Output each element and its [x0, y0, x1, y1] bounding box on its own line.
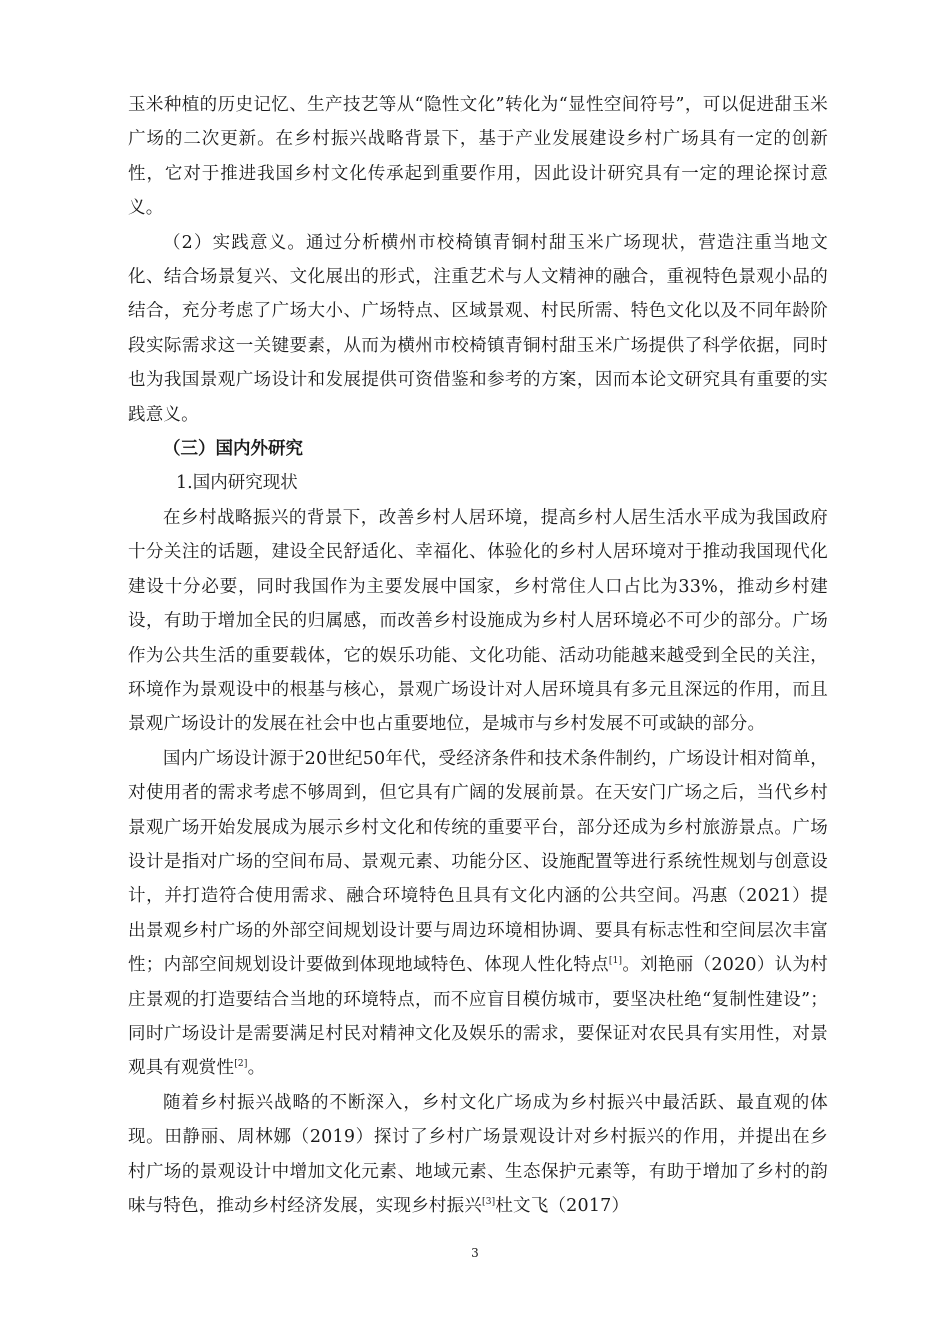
subheading-domestic-research-status: 1.国内研究现状: [176, 473, 298, 494]
paragraph-text: 。: [247, 1058, 266, 1079]
paragraph-practical-significance: （2）实践意义。通过分析横州市校椅镇青铜村甜玉米广场现状，营造注重当地文化、结合场景复兴、文化展出的形式，注重艺术与人文精神的融合，重视特色景观小品的结合，充分考虑了广场大小、广场特点、区域景观、村民所需、特色文化以及不同年龄阶段实际需求这一关键要素，从而为横州市校椅镇青铜村甜玉米广场提供了科学依据，同时也为我国景观广场设计和发展提供可资借鉴和参考的方案，因而本论文研究具有重要的实践意义。: [128, 232, 828, 425]
page-number: 3: [471, 1246, 479, 1260]
paragraph-text: 。刘艳丽（2020）认为村庄景观的打造要结合当地的环境特点，而不应盲目模仿城市，要坚决杜绝“复制性建设”；同时广场设计是需要满足村民对精神文化及娱乐的需求，要保证对农民具有实用性，对景观具有观赏性: [128, 955, 828, 1079]
paragraph-rural-revitalization-background: 在乡村战略振兴的背景下，改善乡村人居环境，提高乡村人居生活水平成为我国政府十分关注的话题，建设全民舒适化、幸福化、体验化的乡村人居环境对于推动我国现代化建设十分必要，同时我国作为主要发展中国家，乡村常住人口占比为33%，推动乡村建设，有助于增加全民的归属感，而改善乡村设施成为乡村人居环境必不可少的部分。广场作为公共生活的重要载体，它的娱乐功能、文化功能、活动功能越来越受到全民的关注，环境作为景观设中的根基与核心，景观广场设计对人居环境具有多元且深远的作用，而且景观广场设计的发展在社会中也占重要地位，是城市与乡村发展不可或缺的部分。: [128, 507, 828, 735]
page-body: [128, 88, 828, 1223]
section-heading-domestic-foreign-research: （三）国内外研究: [163, 439, 303, 460]
paragraph-rural-culture-plaza: [128, 1086, 828, 1224]
citation-ref-1: [1]: [608, 956, 623, 967]
paragraph-text: 杜文飞（2017）: [495, 1196, 630, 1216]
paragraph-domestic-plaza-design: [128, 742, 828, 1086]
paragraph-text: 国内广场设计源于20世纪50年代，受经济条件和技术条件制约，广场设计相对简单，对使用者的需求考虑不够周到，但它具有广阔的发展前景。在天安门广场之后，当代乡村景观广场开始发展成为展示乡村文化和传统的重要平台，部分还成为乡村旅游景点。广场设计是指对广场的空间布局、景观元素、功能分区、设施配置等进行系统性规划与创意设计，并打造符合使用需求、融合环境特色且具有文化内涵的公共空间。冯惠（2021）提出景观乡村广场的外部空间规划设计要与周边环境相协调、要具有标志性和空间层次丰富性；内部空间规划设计要做到体现地域特色、体现人性化特点: [128, 748, 828, 976]
citation-ref-3: [3]: [482, 1197, 496, 1208]
paragraph-theory-significance-end: 玉米种植的历史记忆、生产技艺等从“隐性文化”转化为“显性空间符号”，可以促进甜玉米广场的二次更新。在乡村振兴战略背景下，基于产业发展建设乡村广场具有一定的创新性，它对于推进我国乡村文化传承起到重要作用，因此设计研究具有一定的理论探讨意义。: [128, 95, 828, 219]
paragraph-text: 随着乡村振兴战略的不断深入，乡村文化广场成为乡村振兴中最活跃、最直观的体现。田静丽、周林娜（2019）探讨了乡村广场景观设计对乡村振兴的作用，并提出在乡村广场的景观设计中增加文化元素、地域元素、生态保护元素等，有助于增加了乡村的韵味与特色，推动乡村经济发展，实现乡村振兴: [128, 1092, 828, 1216]
citation-ref-2: [2]: [234, 1059, 248, 1070]
